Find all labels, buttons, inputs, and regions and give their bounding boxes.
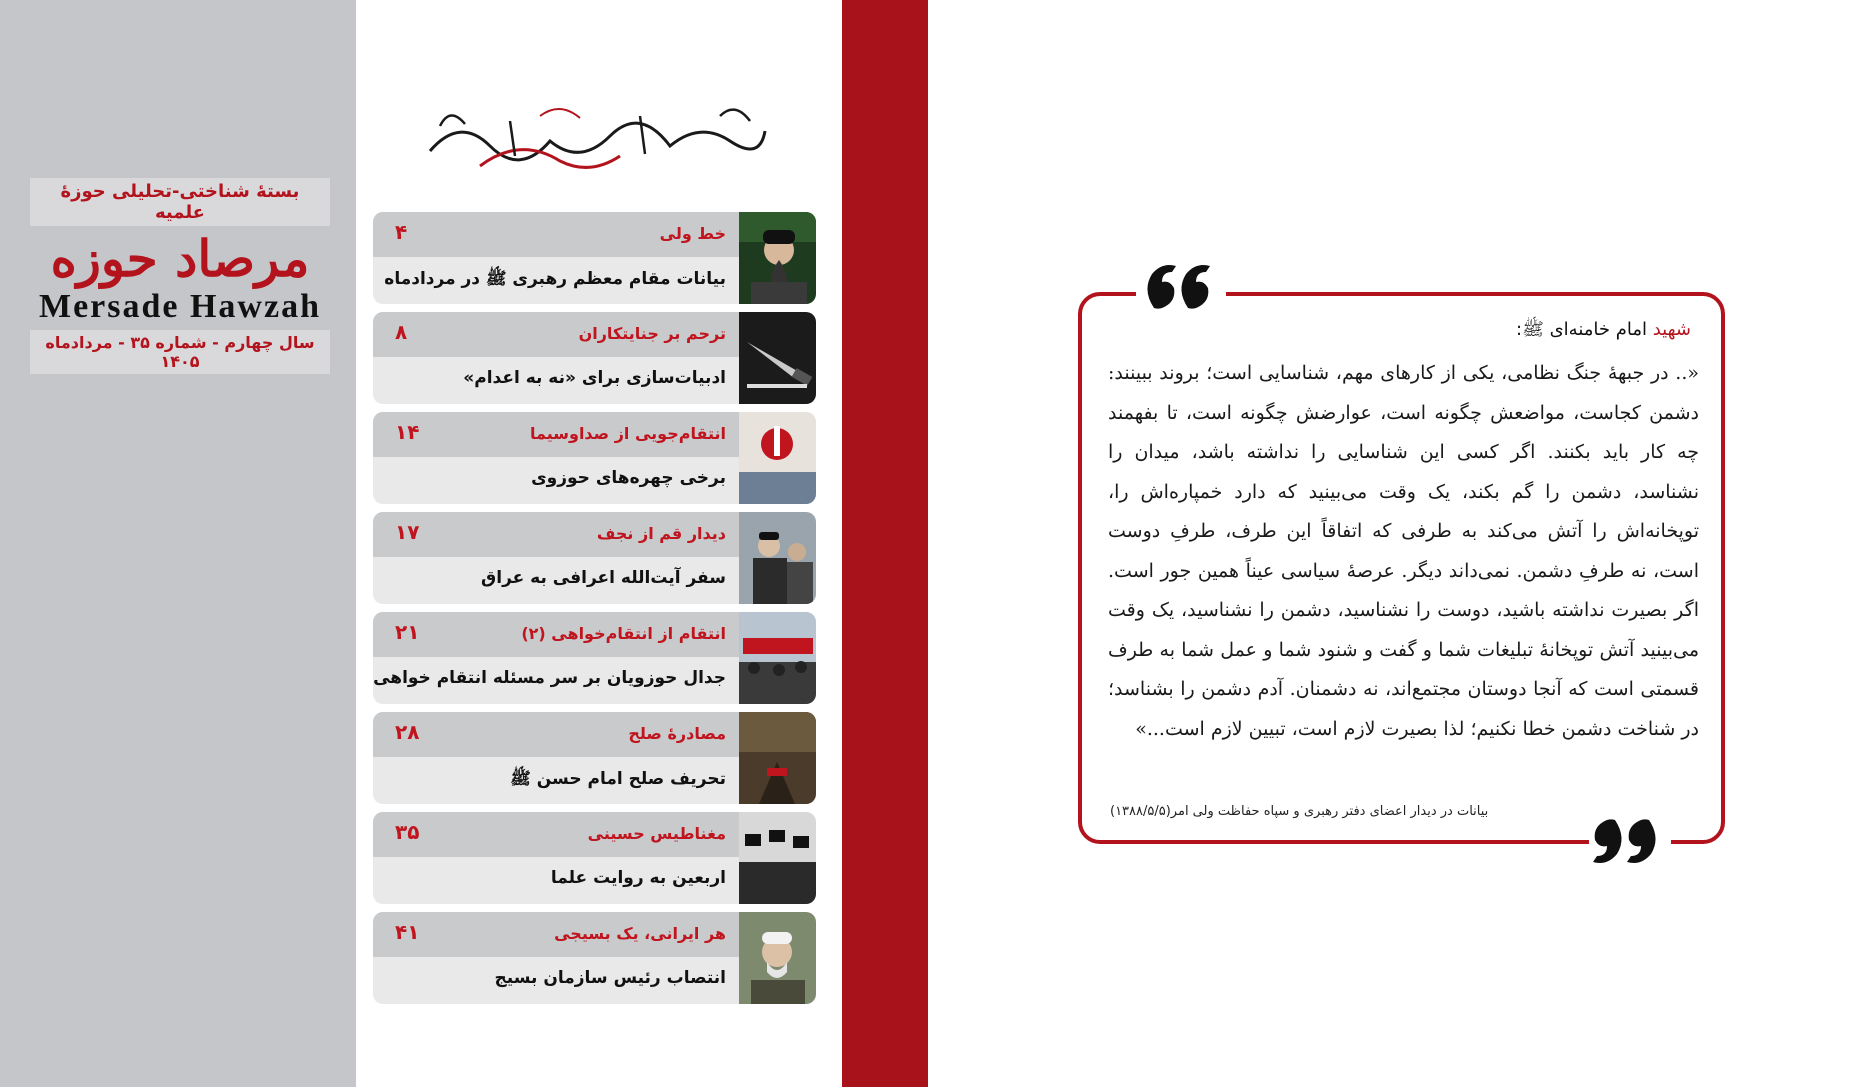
quote-speaker-title: شهید — [1652, 319, 1691, 340]
toc-item-title: برخی چهره‌های حوزوی — [531, 468, 726, 488]
toc-page-number: ۴۱ — [395, 920, 420, 944]
knife-thumbnail — [739, 312, 816, 404]
protest-photo-thumbnail — [739, 612, 816, 704]
toc-section-tag: مغناطیس حسینی — [587, 824, 726, 843]
toc-item-title: انتصاب رئیس سازمان بسیج — [494, 968, 726, 988]
toc-section-tag: انتقام‌جویی از صداوسیما — [530, 424, 726, 443]
toc-section-tag: خط ولی — [659, 224, 726, 243]
toc-item[interactable] — [373, 912, 816, 1004]
toc-page-number: ۴ — [395, 220, 408, 244]
toc-page-number: ۱۴ — [395, 420, 420, 444]
toc-item[interactable] — [373, 512, 816, 604]
quote-box — [1078, 292, 1725, 844]
quote-source: بیانات در دیدار اعضای دفتر رهبری و سپاه حفاظت ولی امر(۱۳۸۸/۵/۵) — [1110, 804, 1489, 819]
open-quote-icon — [1136, 250, 1226, 320]
visit-photo-thumbnail — [739, 512, 816, 604]
toc-page-number: ۲۸ — [395, 720, 420, 744]
toc-item-title: اربعین به روایت علما — [550, 868, 726, 888]
quote-text: «.. در جبههٔ جنگ نظامی، یکی از کارهای مهم، شناسایی است؛ بروند ببینند: دشمن کجاست، مواضعش چگونه است، عوارضش چگونه است، تا بفهمند چه کار باید بکنند. اگر کسی این شناسایی را نداشته باشد، میدان را نشناسد، دشمن را گم بکند، یک وقت می‌بینید که دارد خمپاره‌اش را، توپخانه‌اش را آتش می‌کند به طرفی که اتفاقاً این طرف، طرفِ دوست است، نه طرفِ دشمن. نمی‌داند دیگر. عرصهٔ سیاسی عیناً همین جور است. اگر بصیرت نداشته باشید، دوست را نشناسید، دشمن را نشناسید، یک وقت می‌بینید آتش توپخانهٔ تبلیغات شما و گفت و شنود شما و عمل شما به طرف قسمتی است که آنجا دوستان مجتمع‌اند، نه دشمنان. آدم دشمن را بشناسد؛ در شناخت دشمن خطا نکنیم؛ لذا بصیرت لازم است، تبیین لازم است...» — [1108, 362, 1699, 740]
toc-page-number: ۲۱ — [395, 620, 420, 644]
toc-item-title: ادبیات‌سازی برای «نه به اعدام» — [463, 368, 726, 388]
toc-item-title: تحریف صلح امام حسن ﷺ — [510, 769, 726, 789]
toc-section-tag: انتقام از انتقام‌خواهی (۲) — [521, 624, 726, 643]
toc-section-tag: ترحم بر جنایتکاران — [578, 324, 726, 343]
toc-section-tag: هر ایرانی، یک بسیجی — [554, 924, 726, 943]
toc-item[interactable] — [373, 312, 816, 404]
red-spine-band — [842, 0, 928, 1087]
toc-item[interactable] — [373, 612, 816, 704]
toc-section-tag: مصادرهٔ صلح — [628, 724, 726, 743]
masthead — [30, 178, 330, 374]
close-quote-icon — [1589, 808, 1671, 878]
toc-page-number: ۸ — [395, 320, 408, 344]
basmala-calligraphy — [420, 96, 770, 186]
quote-attribution — [1516, 318, 1691, 344]
toc-section-tag: دیدار قم از نجف — [596, 524, 726, 543]
masthead-logo: مرصاد حوزه — [50, 229, 310, 288]
toc-item-title: سفر آیت‌الله اعرافی به عراق — [481, 568, 726, 588]
quote-speaker-name: امام خامنه‌ای ﷺ: — [1516, 319, 1647, 340]
cover-side-panel — [0, 0, 356, 1087]
pilgrims-photo-thumbnail — [739, 812, 816, 904]
table-of-contents — [373, 212, 816, 1012]
toc-item[interactable] — [373, 812, 816, 904]
portrait-commander-thumbnail — [739, 912, 816, 1004]
toc-item[interactable] — [373, 412, 816, 504]
book-cover-thumbnail — [739, 712, 816, 804]
portrait-cleric-thumbnail — [739, 212, 816, 304]
broadcast-logo-thumbnail — [739, 412, 816, 504]
toc-page-number: ۱۷ — [395, 520, 420, 544]
toc-page-number: ۳۵ — [395, 820, 420, 844]
toc-item-title: جدال حوزویان بر سر مسئله انتقام خواهی — [373, 668, 726, 688]
masthead-subtitle: بستهٔ شناختی-تحلیلی حوزهٔ علمیه — [30, 178, 330, 226]
masthead-latin-title: Mersade Hawzah — [38, 288, 321, 325]
toc-item-title: بیانات مقام معظم رهبری ﷺ در مردادماه — [384, 269, 726, 289]
toc-item[interactable] — [373, 212, 816, 304]
masthead-issue: سال چهارم - شماره ۳۵ - مردادماه ۱۴۰۵ — [30, 330, 330, 374]
toc-item[interactable] — [373, 712, 816, 804]
